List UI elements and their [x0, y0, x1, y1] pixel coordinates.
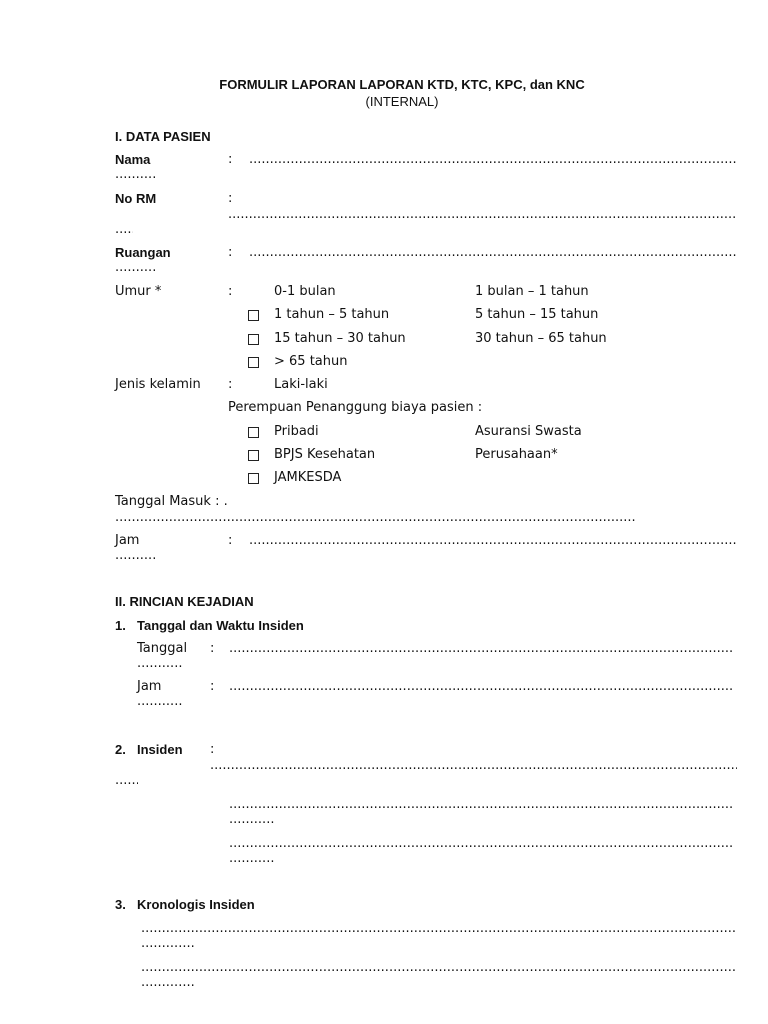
ruangan-label: Ruangan [115, 245, 171, 260]
umur-option-15-30-tahun[interactable]: 15 tahun – 30 tahun [274, 331, 406, 346]
kronologis-field-line-2[interactable] [141, 960, 735, 975]
option-pribadi[interactable]: Pribadi [274, 424, 319, 439]
checkbox-over-65-tahun[interactable] [248, 357, 259, 368]
nama-field-line-cont [115, 167, 156, 182]
item1-number: 1. [115, 618, 126, 633]
norm-field-line[interactable] [228, 207, 737, 222]
umur-option-30-65-tahun[interactable]: 30 tahun – 65 tahun [475, 331, 607, 346]
ruangan-field-line[interactable] [249, 245, 737, 260]
option-bpjs-kesehatan[interactable]: BPJS Kesehatan [274, 447, 376, 462]
umur-option-1-bulan-1-tahun[interactable]: 1 bulan – 1 tahun [475, 284, 589, 299]
norm-field-line-cont [115, 222, 133, 237]
option-jamkesda[interactable]: JAMKESDA [274, 470, 342, 485]
insiden-field-line-2-cont [229, 812, 275, 827]
jenis-kelamin-label: Jenis kelamin [115, 377, 201, 392]
jenis-kelamin-colon: : [228, 377, 233, 392]
insiden-jam-label: Jam [137, 679, 162, 694]
norm-label: No RM [115, 191, 157, 206]
umur-option-5-15-tahun[interactable]: 5 tahun – 15 tahun [475, 307, 599, 322]
insiden-tanggal-colon: : [210, 641, 215, 656]
ruangan-field-line-cont [115, 260, 156, 275]
form-title: FORMULIR LAPORAN LAPORAN KTD, KTC, KPC, dan KNC [219, 77, 585, 92]
option-perusahaan[interactable]: Perusahaan* [475, 447, 558, 462]
kronologis-field-line-2-cont [141, 975, 196, 990]
jam-field-line[interactable] [249, 533, 737, 548]
tanggal-masuk-label: Tanggal Masuk : . [115, 494, 228, 509]
checkbox-1-5-tahun[interactable] [248, 310, 259, 321]
tanggal-masuk-field-line[interactable] [115, 510, 637, 525]
umur-option-0-1-bulan[interactable]: 0-1 bulan [274, 284, 336, 299]
insiden-jam-field-line[interactable] [229, 679, 734, 694]
nama-label: Nama [115, 152, 151, 167]
insiden-tanggal-field-line[interactable] [229, 641, 734, 656]
item2-heading: Insiden [137, 742, 183, 757]
nama-field-line[interactable] [249, 152, 737, 167]
ruangan-colon: : [228, 245, 233, 260]
insiden-tanggal-label: Tanggal [137, 641, 188, 656]
insiden-field-line-3-cont [229, 851, 275, 866]
section-heading-data-pasien: I. DATA PASIEN [115, 129, 211, 144]
insiden-field-line-2[interactable] [229, 797, 734, 812]
item1-heading: Tanggal dan Waktu Insiden [137, 618, 304, 633]
norm-colon: : [228, 191, 233, 206]
umur-colon: : [228, 284, 233, 299]
checkbox-15-30-tahun[interactable] [248, 334, 259, 345]
option-laki-laki[interactable]: Laki-laki [274, 377, 328, 392]
umur-option-over-65-tahun[interactable]: > 65 tahun [274, 354, 348, 369]
umur-option-1-5-tahun[interactable]: 1 tahun – 5 tahun [274, 307, 390, 322]
option-asuransi-swasta[interactable]: Asuransi Swasta [475, 424, 582, 439]
insiden-field-line-1-cont [115, 773, 138, 788]
insiden-tanggal-field-line-cont [137, 656, 183, 671]
item3-heading: Kronologis Insiden [137, 897, 255, 912]
form-subtitle: (INTERNAL) [365, 94, 439, 109]
insiden-jam-colon: : [210, 679, 215, 694]
item2-colon: : [210, 742, 215, 757]
section-heading-rincian-kejadian: II. RINCIAN KEJADIAN [115, 594, 254, 609]
checkbox-bpjs-kesehatan[interactable] [248, 450, 259, 461]
item3-number: 3. [115, 897, 126, 912]
checkbox-jamkesda[interactable] [248, 473, 259, 484]
option-perempuan-penanggung-biaya[interactable]: Perempuan Penanggung biaya pasien : [228, 400, 483, 415]
jam-label: Jam [115, 533, 140, 548]
jam-colon: : [228, 533, 233, 548]
jam-field-line-cont [115, 548, 156, 563]
checkbox-pribadi[interactable] [248, 427, 259, 438]
insiden-field-line-1[interactable] [210, 758, 737, 773]
insiden-jam-field-line-cont [137, 694, 183, 709]
umur-label: Umur * [115, 284, 162, 299]
nama-colon: : [228, 152, 233, 167]
item2-number: 2. [115, 742, 126, 757]
kronologis-field-line-1-cont [141, 936, 196, 951]
kronologis-field-line-1[interactable] [141, 921, 735, 936]
insiden-field-line-3[interactable] [229, 836, 734, 851]
